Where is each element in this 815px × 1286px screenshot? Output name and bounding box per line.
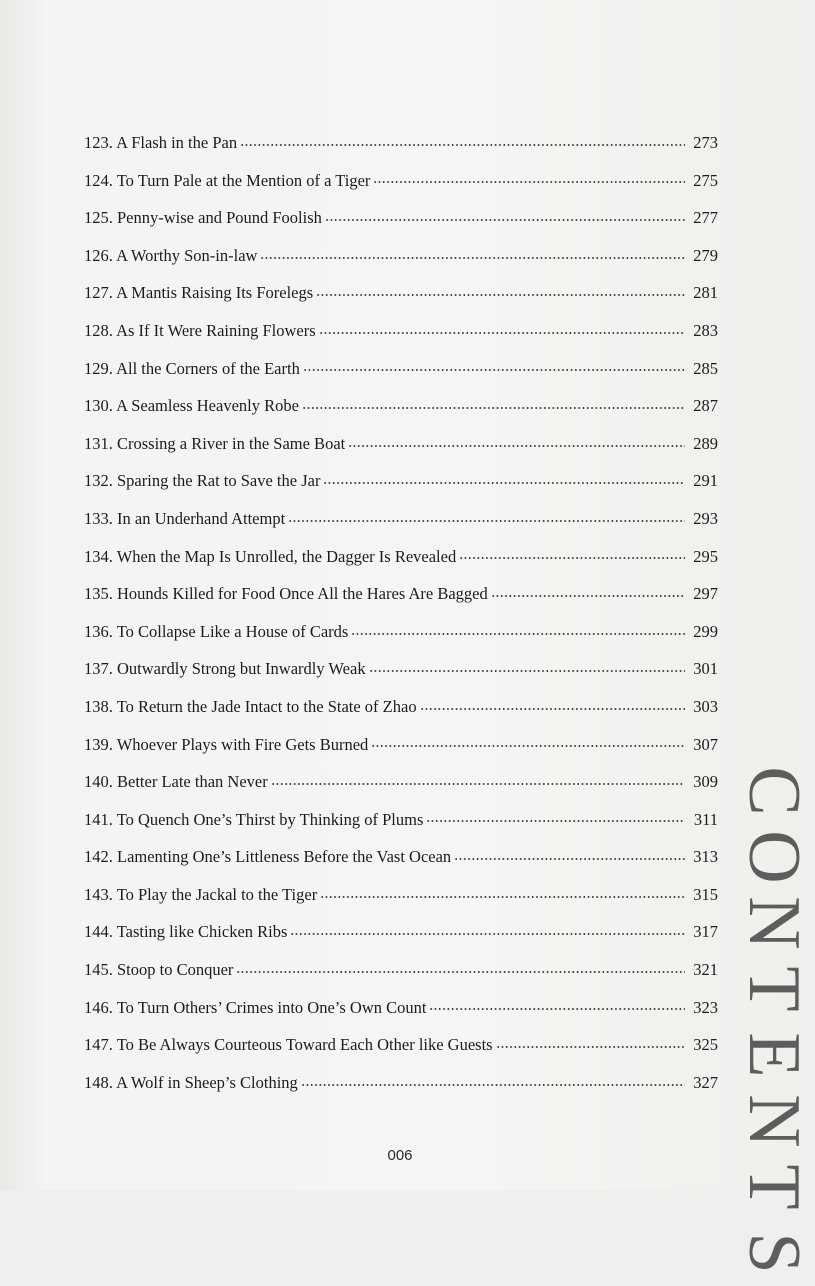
toc-entry-page: 325: [693, 1035, 718, 1055]
toc-entry-page: 327: [693, 1072, 718, 1092]
toc-entry-title: 130. A Seamless Heavenly Robe: [84, 396, 299, 416]
toc-entry-page: 295: [693, 546, 718, 566]
dot-leader: [271, 783, 685, 785]
toc-entry-title: 124. To Turn Pale at the Mention of a Tiger: [84, 170, 371, 190]
toc-entry-page: 273: [693, 133, 718, 152]
dot-leader: [351, 633, 685, 635]
toc-entry-title: 142. Lamenting One’s Littleness Before the Vast Ocean: [84, 847, 452, 867]
toc-entry: [84, 500, 718, 538]
toc-entry-page: 323: [693, 997, 718, 1017]
dot-leader: [373, 181, 685, 183]
toc-entry: [84, 650, 718, 688]
dot-leader: [288, 520, 685, 522]
toc-entry-title: 144. Tasting like Chicken Ribs: [84, 922, 288, 942]
dot-leader: [429, 1008, 685, 1010]
toc-entry-title: 143. To Play the Jackal to the Tiger: [84, 884, 318, 904]
toc-entry: [84, 1064, 718, 1102]
toc-entry-title: 123. A Flash in the Pan: [84, 133, 238, 152]
toc-entry-page: 285: [693, 358, 718, 378]
toc-entry: [84, 425, 718, 463]
toc-entry: [84, 726, 718, 764]
dot-leader: [325, 219, 685, 221]
dot-leader: [316, 294, 685, 296]
toc-entry: [84, 575, 718, 613]
dot-leader: [369, 670, 685, 672]
toc-entry: [84, 838, 718, 876]
toc-entry-page: 277: [693, 208, 718, 228]
dot-leader: [303, 369, 685, 371]
contents-side-title: [733, 758, 815, 1286]
toc-entry-page: 281: [693, 283, 718, 303]
dot-leader: [323, 482, 685, 484]
toc-entry-page: 279: [693, 245, 718, 265]
toc-entry-title: 134. When the Map Is Unrolled, the Dagger Is Revealed: [84, 546, 457, 566]
toc-entry-title: 137. Outwardly Strong but Inwardly Weak: [84, 659, 366, 679]
toc-entry-title: 132. Sparing the Rat to Save the Jar: [84, 471, 321, 491]
toc-entry: [84, 199, 718, 237]
side-title-letter: E: [733, 1032, 815, 1078]
toc-entry: [84, 763, 718, 801]
toc-entry-page: 299: [693, 621, 718, 641]
dot-leader: [491, 595, 685, 597]
toc-entry: [84, 312, 718, 350]
side-title-letter: N: [733, 896, 815, 950]
side-title-letter: N: [733, 1094, 815, 1148]
toc-entry: [84, 387, 718, 425]
dot-leader: [236, 971, 685, 973]
toc-entry: [84, 124, 718, 162]
dot-leader: [240, 144, 685, 146]
toc-entry-page: 307: [693, 734, 718, 754]
toc-entry: [84, 989, 718, 1027]
dot-leader: [454, 858, 685, 860]
toc-entry-page: 297: [693, 584, 718, 604]
toc-entry-page: 311: [693, 809, 718, 829]
toc-entry: [84, 613, 718, 651]
toc-entry-title: 133. In an Underhand Attempt: [84, 508, 286, 528]
toc-entry-title: 126. A Worthy Son-in-law: [84, 245, 258, 265]
toc-entry-page: 287: [693, 396, 718, 416]
side-title-letter: T: [733, 1164, 815, 1210]
toc-entry-page: 321: [693, 960, 718, 980]
toc-entry-title: 127. A Mantis Raising Its Forelegs: [84, 283, 314, 303]
side-title-letter: C: [733, 766, 815, 816]
toc-entry: [84, 913, 718, 951]
toc-entry: [84, 274, 718, 312]
toc-entry-page: 301: [693, 659, 718, 679]
side-title-letter: S: [733, 1232, 815, 1274]
side-title-letter: T: [733, 966, 815, 1012]
toc-entry: [84, 462, 718, 500]
toc-entry-title: 136. To Collapse Like a House of Cards: [84, 621, 349, 641]
dot-leader: [348, 445, 685, 447]
side-title-letter: O: [733, 830, 815, 884]
dot-leader: [426, 820, 685, 822]
toc-entry: [84, 538, 718, 576]
dot-leader: [301, 1084, 685, 1086]
toc-entry: [84, 876, 718, 914]
toc-entry: [84, 1026, 718, 1064]
toc-entry-title: 129. All the Corners of the Earth: [84, 358, 300, 378]
dot-leader: [290, 933, 685, 935]
page-number: 006: [387, 1147, 413, 1164]
toc-entry-page: 303: [693, 696, 718, 716]
toc-entry-title: 146. To Turn Others’ Crimes into One’s Own Count: [84, 997, 427, 1017]
dot-leader: [420, 708, 685, 710]
toc-entry-title: 147. To Be Always Courteous Toward Each Other like Guests: [84, 1035, 493, 1055]
toc-entry-page: 317: [693, 922, 718, 942]
toc-entry-page: 313: [693, 847, 718, 867]
toc-entry-title: 148. A Wolf in Sheep’s Clothing: [84, 1072, 298, 1092]
dot-leader: [319, 332, 685, 334]
toc-entry: [84, 350, 718, 388]
toc-entry: [84, 801, 718, 839]
toc-entry-title: 138. To Return the Jade Intact to the State of Zhao: [84, 696, 417, 716]
table-of-contents: [84, 124, 718, 1101]
toc-entry-page: 309: [693, 772, 718, 792]
toc-entry-title: 135. Hounds Killed for Food Once All the Hares Are Bagged: [84, 584, 488, 604]
toc-entry: [84, 688, 718, 726]
dot-leader: [260, 257, 685, 259]
dot-leader: [496, 1046, 685, 1048]
dot-leader: [320, 896, 685, 898]
toc-entry-title: 131. Crossing a River in the Same Boat: [84, 433, 346, 453]
toc-entry-page: 291: [693, 471, 718, 491]
toc-entry-title: 145. Stoop to Conquer: [84, 960, 234, 980]
dot-leader: [459, 557, 685, 559]
toc-entry-page: 289: [693, 433, 718, 453]
toc-entry-page: 275: [693, 170, 718, 190]
toc-entry: [84, 162, 718, 200]
toc-entry-title: 139. Whoever Plays with Fire Gets Burned: [84, 734, 369, 754]
toc-entry-title: 125. Penny-wise and Pound Foolish: [84, 208, 322, 228]
toc-entry-page: 293: [693, 508, 718, 528]
dot-leader: [371, 745, 685, 747]
toc-entry-title: 140. Better Late than Never: [84, 772, 268, 792]
toc-entry-page: 315: [693, 884, 718, 904]
toc-entry-title: 128. As If It Were Raining Flowers: [84, 320, 316, 340]
dot-leader: [302, 407, 685, 409]
toc-entry-title: 141. To Quench One’s Thirst by Thinking of Plums: [84, 809, 424, 829]
toc-entry: [84, 951, 718, 989]
toc-entry: [84, 237, 718, 275]
toc-entry-page: 283: [693, 320, 718, 340]
